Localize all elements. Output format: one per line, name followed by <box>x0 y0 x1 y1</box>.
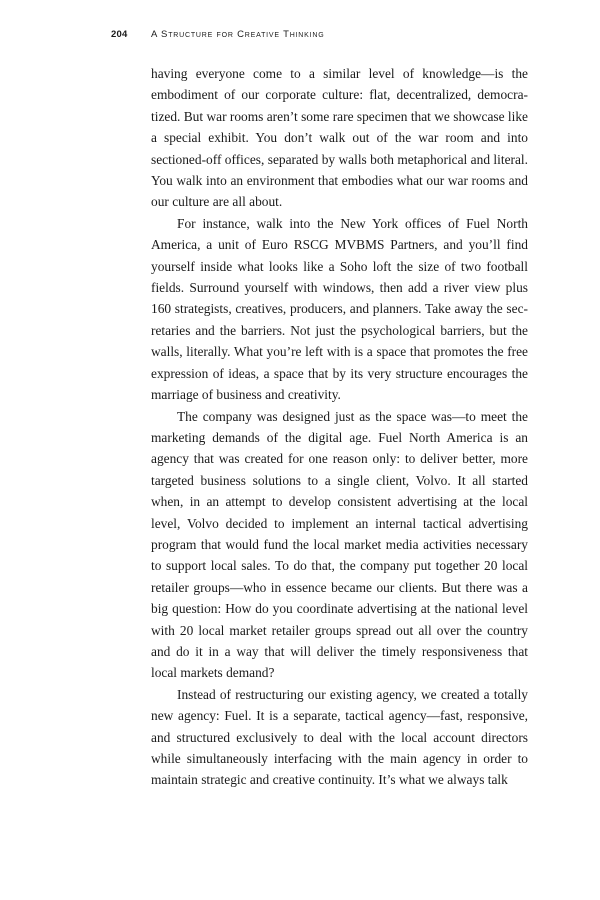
paragraph: For instance, walk into the New York offices of Fuel North America, a unit of Euro RSCG MVBMS Partners, and you’ll find yourself inside what looks like a Soho loft the size of two football fields. Surround yourself with windows, then add a river view plus 160 strategists, creatives, producers, and planners. Take away the secretaries and the barriers. Not just the psychological barriers, but the walls, literally. What you’re left with is a space that promotes the free expression of ideas, a space that by its very structure encourages the marriage of business and creativity. <box>151 215 528 403</box>
paragraph: The company was designed just as the space was—to meet the marketing demands of the digital age. Fuel North America is an agency that was created for one reason only: to deliver better, more targeted business solutions to a single client, Volvo. It all started when, in an attempt to develop consistent advertising at the local level, Volvo decided to implement an internal tactical advertising program that would fund the local market media activities necessary to support local sales. To do that, the company put together 20 local retailer groups—who in essence became our clients. But there was a big question: How do you coordinate advertising at the national level with 20 local market retailer groups spread out all over the country and do it in a way that will deliver the timely responsiveness that local markets demand? <box>151 408 528 681</box>
running-title: A Structure for Creative Thinking <box>151 29 325 40</box>
body-text <box>151 63 528 791</box>
page-number: 204 <box>111 29 128 40</box>
paragraph: having everyone come to a similar level of knowledge—is the embodiment of our corporate culture: flat, decentralized, democratized. But war rooms aren’t some rare specimen that we showcase like a special exhibit. You don’t walk out of the war room and into sectioned-off offices, separated by walls both metaphorical and literal. You walk into an environment that embodies what our war rooms and our culture are all about. <box>151 66 528 210</box>
paragraph: Instead of restructuring our existing agency, we created a totally new agency: Fuel. It is a separate, tactical agency—fast, responsive, and structured exclusively to deal with the local account directors while simultaneously interfacing with the main agency in order to maintain strategic and creative continuity. It’s what we always talk <box>151 686 528 788</box>
page-header <box>0 29 600 43</box>
